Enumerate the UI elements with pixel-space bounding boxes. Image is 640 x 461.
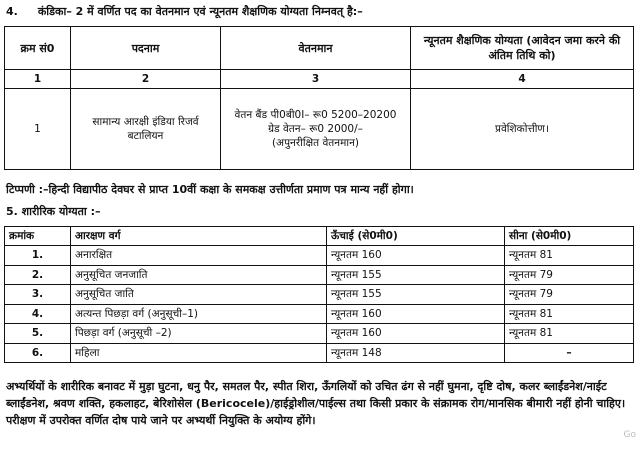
row-height: न्यूनतम 148 <box>327 343 505 363</box>
col-header-qualification: न्यूनतम शैक्षणिक योग्यता (आवेदन जमा करने की अंतिम तिथि को) <box>411 27 634 70</box>
col-header-height: ऊँचाई (से0मी0) <box>327 227 505 246</box>
disqualification-paragraph: अभ्यर्थियों के शारीरिक बनावट में मुड़ा घुटना, धनु पैर, समतल पैर, स्पीत शिरा, ऊँगलियों को उचित ढंग से नहीं घुमना, दृष्टि दोष, कलर ब्लाईंडनेश/नाईट ब्लाईंडनेश, श्रवण शक्ति, हकलाहट, बेरिशोसेल (Bericocele)/हाईड्रोशील/पाईल्स तथा किसी प्रकार के संक्रामक रोग/मानसिक बीमारी नहीं होनी चाहिए। परीक्षण में उपरोक्त वर्णित दोष पाये जाने पर अभ्यर्थी नियुक्ति के अयोग्य होंगे। <box>6 380 626 427</box>
row-qualification: प्रवेशिकोत्तीण। <box>411 89 634 170</box>
row-category: अत्यन्त पिछड़ा वर्ग (अनुसूची–1) <box>71 304 327 324</box>
row-height: न्यूनतम 155 <box>327 265 505 285</box>
unrevised-pay-note: (अपुनरीक्षित वेतनमान) <box>271 137 360 149</box>
section-4-text: कंडिका– 2 में वर्णित पद का वेतनमान एवं न्यूनतम शैक्षणिक योग्यता निम्नवत् है:– <box>37 5 363 18</box>
row-serial: 5. <box>5 324 71 344</box>
row-height: न्यूनतम 155 <box>327 285 505 305</box>
col-number-2: 2 <box>71 70 221 89</box>
col-header-chest: सीना (से0मी0) <box>505 227 634 246</box>
table-row <box>5 304 634 324</box>
table-row <box>5 324 634 344</box>
grade-pay: ग्रेड वेतन– रू0 2000/– <box>268 123 363 135</box>
pay-band: वेतन बैंड पी0बी0I– रू0 5200–20200 <box>234 109 397 121</box>
row-chest: न्यूनतम 81 <box>505 246 634 266</box>
row-category: पिछड़ा वर्ग (अनुसूची –2) <box>71 324 327 344</box>
row-chest: न्यूनतम 81 <box>505 304 634 324</box>
col-number-3: 3 <box>221 70 411 89</box>
row-height: न्यूनतम 160 <box>327 304 505 324</box>
section-number: 4. <box>6 5 18 18</box>
row-sno: 1 <box>5 89 71 170</box>
row-chest: न्यूनतम 79 <box>505 265 634 285</box>
row-category: महिला <box>71 343 327 363</box>
col-header-post: पदनाम <box>71 27 221 70</box>
table-row <box>5 285 634 305</box>
col-header-serial: क्रमांक <box>5 227 71 246</box>
row-serial: 3. <box>5 285 71 305</box>
row-serial: 6. <box>5 343 71 363</box>
col-header-sno: क्रम सं0 <box>5 27 71 70</box>
pay-qualification-table <box>4 26 634 170</box>
section-5-heading: 5. शारीरिक योग्यता :– <box>6 205 101 218</box>
col-number-1: 1 <box>5 70 71 89</box>
row-serial: 4. <box>5 304 71 324</box>
row-post: सामान्य आरक्षी इंडिया रिजर्व बटालियन <box>71 89 221 170</box>
row-serial: 1. <box>5 246 71 266</box>
watermark: Go <box>623 430 636 440</box>
section-4-heading <box>6 4 363 19</box>
table-row <box>5 265 634 285</box>
physical-standards-table <box>4 226 634 363</box>
col-header-pay: वेतनमान <box>221 27 411 70</box>
row-chest: न्यूनतम 79 <box>505 285 634 305</box>
col-number-4: 4 <box>411 70 634 89</box>
row-category: अनुसूचित जनजाति <box>71 265 327 285</box>
row-chest: न्यूनतम 81 <box>505 324 634 344</box>
row-serial: 2. <box>5 265 71 285</box>
table-row <box>5 343 634 363</box>
row-pay <box>221 89 411 170</box>
row-chest: – <box>505 343 634 363</box>
row-height: न्यूनतम 160 <box>327 246 505 266</box>
col-header-category: आरक्षण वर्ग <box>71 227 327 246</box>
row-category: अनुसूचित जाति <box>71 285 327 305</box>
row-height: न्यूनतम 160 <box>327 324 505 344</box>
note-text: टिप्पणी :–हिन्दी विद्यापीठ देवघर से प्राप्त 10वीं कक्षा के समकक्ष उत्तीर्णता प्रमाण पत्र मान्य नहीं होगा। <box>6 183 414 196</box>
table-row <box>5 246 634 266</box>
row-category: अनारक्षित <box>71 246 327 266</box>
